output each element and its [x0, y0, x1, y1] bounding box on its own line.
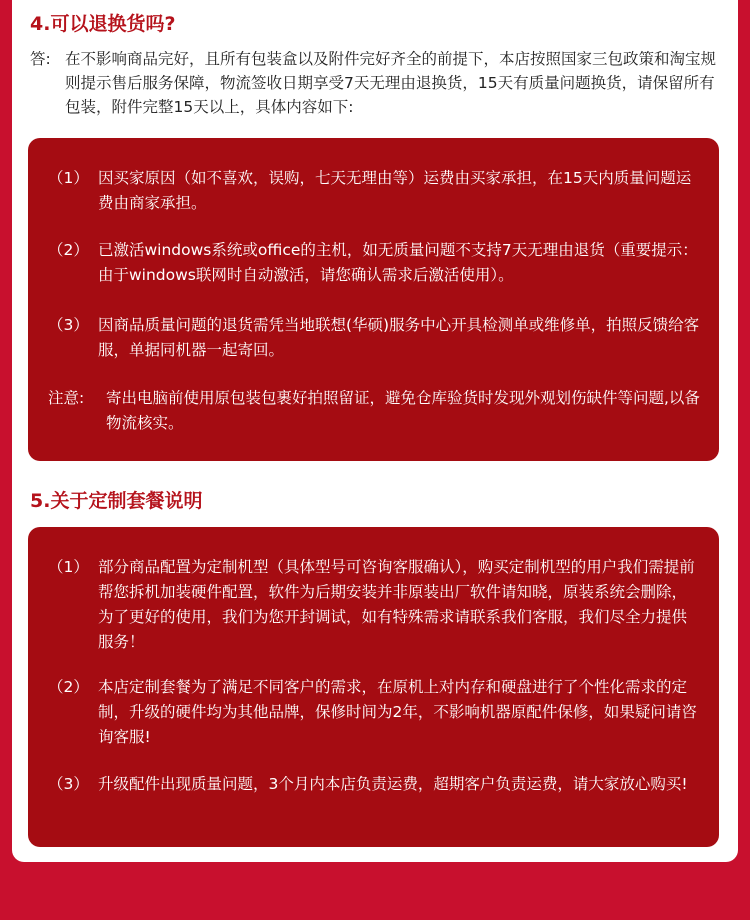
policy-note — [48, 386, 701, 436]
item-number: （1） — [48, 169, 89, 187]
item-text: 已激活windows系统或office的主机，如无质量问题不支持7天无理由退货（重要提示：由于windows联网时自动激活，请您确认需求后激活使用）。 — [98, 241, 698, 284]
custom-item-1 — [48, 555, 701, 655]
item-number: （1） — [48, 558, 89, 576]
item-text: 本店定制套餐为了满足不同客户的需求，在原机上对内存和硬盘进行了个性化需求的定制，升级的硬件均为其他品牌，保修时间为2年，不影响机器原配件保修，如果疑问请咨询客服! — [98, 678, 697, 746]
return-policy-panel — [28, 138, 719, 461]
item-number: （3） — [48, 775, 89, 793]
section-4-answer — [30, 47, 720, 119]
section-5-title: 5.关于定制套餐说明 — [30, 490, 203, 512]
answer-label: 答: — [30, 50, 51, 68]
note-text: 寄出电脑前使用原包装包裹好拍照留证，避免仓库验货时发现外观划伤缺件等问题,以备物流核实。 — [106, 389, 700, 432]
answer-text: 在不影响商品完好，且所有包装盒以及附件完好齐全的前提下，本店按照国家三包政策和淘宝规则提示售后服务保障，物流签收日期享受7天无理由退换货，15天有质量问题换货，请保留所有包装，附件完整15天以上，具体内容如下: — [65, 50, 717, 116]
note-label: 注意: — [48, 389, 85, 407]
custom-item-3 — [48, 772, 701, 797]
item-text: 因商品质量问题的退货需凭当地联想(华硕)服务中心开具检测单或维修单，拍照反馈给客服，单据同机器一起寄回。 — [98, 316, 700, 359]
policy-item-1 — [48, 166, 701, 216]
policy-item-2 — [48, 238, 701, 288]
section-4-title: 4.可以退换货吗? — [30, 13, 176, 35]
custom-package-panel — [28, 527, 719, 847]
custom-item-2 — [48, 675, 701, 750]
item-number: （3） — [48, 316, 89, 334]
item-text: 部分商品配置为定制机型（具体型号可咨询客服确认），购买定制机型的用户我们需提前帮您拆机加装硬件配置，软件为后期安装并非原装出厂软件请知晓，原装系统会删除，为了更好的使用，我们为您开封调试，如有特殊需求请联系我们客服，我们尽全力提供服务！ — [98, 558, 695, 651]
item-text: 因买家原因（如不喜欢，误购，七天无理由等）运费由买家承担，在15天内质量问题运费由商家承担。 — [98, 169, 692, 212]
item-text: 升级配件出现质量问题，3个月内本店负责运费，超期客户负责运费，请大家放心购买! — [98, 775, 688, 793]
item-number: （2） — [48, 678, 89, 696]
item-number: （2） — [48, 241, 89, 259]
policy-item-3 — [48, 313, 701, 363]
